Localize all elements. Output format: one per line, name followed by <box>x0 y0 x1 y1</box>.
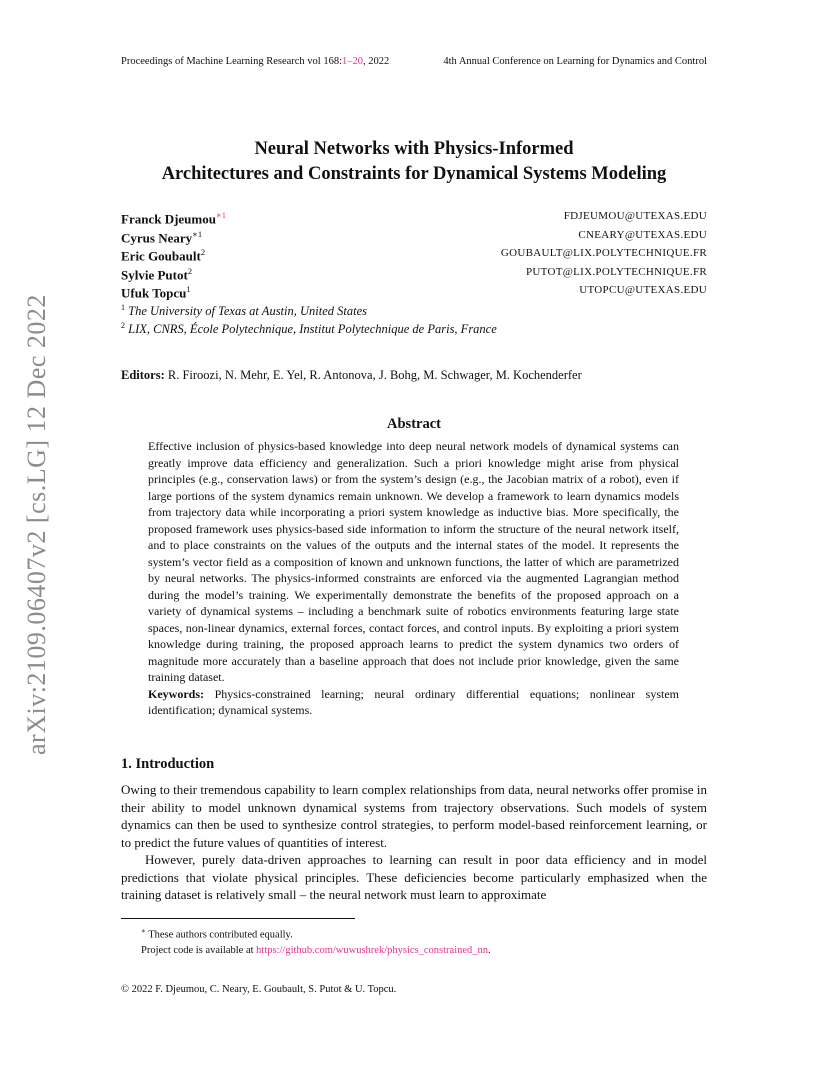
abstract-heading: Abstract <box>387 416 441 432</box>
author-name: Eric Goubault$^2$ <box>121 247 206 264</box>
author-email: GOUBAULT@LIX.POLYTECHNIQUE.FR <box>500 247 707 259</box>
proceedings-year: , 2022 <box>363 56 390 67</box>
project-code-link[interactable]: https://github.com/wuwushrek/physics_constrained_nn <box>256 945 489 956</box>
author-email: PUTOT@LIX.POLYTECHNIQUE.FR <box>525 265 707 278</box>
editors-label: Editors: <box>121 368 165 382</box>
paper-title <box>121 137 707 187</box>
author-name: Franck Djeumou$^{∗1}$ <box>121 210 226 227</box>
footnotes <box>141 924 491 959</box>
title-line-1: Neural Networks with Physics-Informed <box>254 139 574 159</box>
author-email: FDJEUMOU@UTEXAS.EDU <box>563 210 707 222</box>
affiliation: $^1$ The University of Texas at Austin, United States <box>121 302 368 318</box>
author-name: Ufuk Topcu$^1$ <box>121 284 191 301</box>
affiliation: $^2$ LIX, CNRS, École Polytechnique, Institut Polytechnique de Paris, France <box>121 320 497 336</box>
running-header-left <box>121 56 389 67</box>
author-row <box>121 262 707 281</box>
proceedings-label: Proceedings of Machine Learning Research vol 168: <box>121 56 343 67</box>
footnote: ∗ These authors contributed equally. <box>141 927 293 941</box>
footnote-rule <box>121 918 355 919</box>
author-name: Cyrus Neary$^{∗1}$ <box>121 228 203 245</box>
editors-names: R. Firoozi, N. Mehr, E. Yel, R. Antonova, J. Bohg, M. Schwager, M. Kochenderfer <box>167 368 582 382</box>
running-header-right: 4th Annual Conference on Learning for Dynamics and Control <box>443 56 707 67</box>
page-range-link[interactable]: 1–20 <box>342 56 364 67</box>
introduction-body <box>121 781 707 904</box>
author-row <box>121 206 707 225</box>
author-email: CNEARY@UTEXAS.EDU <box>578 228 707 241</box>
author-mark-link[interactable]: ∗1 <box>215 210 226 220</box>
title-line-2: Architectures and Constraints for Dynamical Systems Modeling <box>161 164 667 184</box>
paragraph: However, purely data-driven approaches to learning can result in poor data efficiency and in model predictions that violate physical principles. These deficiencies become particularly emphasized when the training dataset is relatively small – the neural network must learn to approximate <box>121 852 707 902</box>
author-row <box>121 243 707 262</box>
section-heading: 1. Introduction <box>121 756 215 772</box>
paragraph: Owing to their tremendous capability to learn complex relationships from data, neural networks offer promise in their ability to model unknown dynamical systems from trajectory observations. Such models of system dynamics can then be used to synthesize control strategies, to perform model-based reinforcement learning, or to predict the future values of quantities of interest. <box>121 782 707 850</box>
keywords-label: Keywords: <box>148 686 204 701</box>
author-email: UTOPCU@UTEXAS.EDU <box>579 284 707 296</box>
keywords <box>148 686 679 719</box>
editors-line <box>121 368 582 383</box>
author-row <box>121 225 707 244</box>
author-block <box>121 206 707 335</box>
footnote: Project code is available at https://github.com/wuwushrek/physics_constrained_nn. <box>141 945 491 956</box>
author-row <box>121 280 707 299</box>
keywords-text: Physics-constrained learning; neural ordinary differential equations; nonlinear system identification; dynamical systems. <box>148 686 680 717</box>
abstract-body <box>148 438 679 719</box>
author-name: Sylvie Putot$^2$ <box>121 265 193 282</box>
copyright-notice: © 2022 F. Djeumou, C. Neary, E. Goubault, S. Putot & U. Topcu. <box>121 984 397 995</box>
abstract-text: Effective inclusion of physics-based knowledge into deep neural network models of dynamical systems can greatly improve data efficiency and generalization. Such a priori knowledge might arise from physical principles (e.g., conservation laws) or from the system’s design (e.g., the Jacobian matrix of a robot), even if large portions of the system dynamics remain unknown. We develop a framework to learn dynamics models from trajectory data while incorporating a priori system knowledge as inductive bias. More specifically, the proposed framework uses physics-based side information to inform the structure of the neural network itself, and to place constraints on the values of the outputs and the internal states of the model. It represents the system’s vector field as a composition of known and unknown functions, the latter of which are parametrized by neural networks. The physics-informed constraints are enforced via the augmented Lagrangian method during the model’s training. We experimentally demonstrate the benefits of the proposed approach on a variety of dynamical systems – including a benchmark suite of robotics environments featuring large state spaces, non-linear dynamics, external forces, contact forces, and control inputs. By exploiting a priori system knowledge during training, the proposed approach learns to predict the system dynamics two orders of magnitude more accurately than a baseline approach that does not include prior knowledge, given the same training dataset. <box>148 439 679 684</box>
arxiv-identifier: arXiv:2109.06407v2 [cs.LG] 12 Dec 2022 <box>22 294 51 756</box>
